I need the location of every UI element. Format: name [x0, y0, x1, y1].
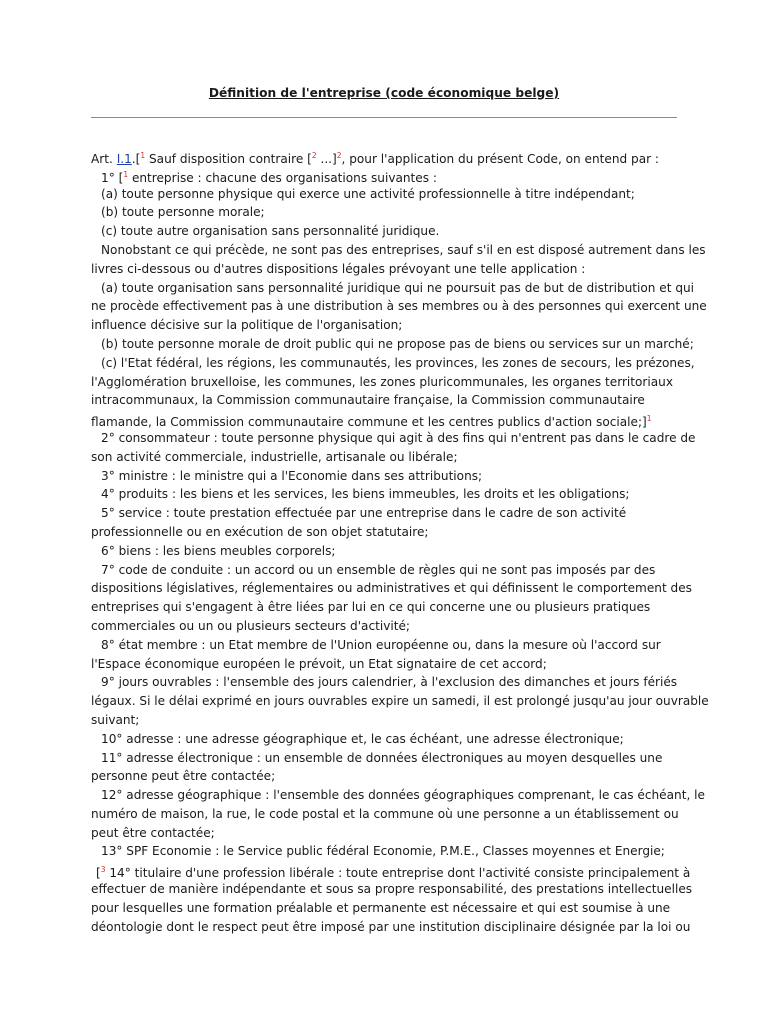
line-text: 8° état membre : un Etat membre de l'Union européenne ou, dans la mesure où l'accord sur	[101, 637, 661, 652]
line-text: 1° [	[101, 170, 124, 185]
document-line	[91, 655, 681, 674]
document-line	[91, 749, 681, 768]
line-text: influence décisive sur la politique de l'organisation;	[91, 318, 403, 333]
document-line	[91, 842, 681, 861]
document-line	[91, 711, 681, 730]
footnote-marker[interactable]: 1	[646, 414, 652, 424]
document-line	[91, 429, 696, 448]
line-text: (b) toute personne morale de droit public qui ne propose pas de biens ou services sur un marché;	[101, 336, 694, 351]
line-text: 12° adresse géographique : l'ensemble des données géographiques comprenant, le cas échéant, le	[101, 788, 705, 803]
line-text: effectuer de manière indépendante et sous sa propre responsabilité, des prestations intellectuelles	[91, 882, 693, 897]
document-line	[91, 579, 692, 598]
line-text: (c) l'Etat fédéral, les régions, les communautés, les provinces, les zones de secours, les prézones,	[101, 355, 695, 370]
bracket-open: .[	[131, 152, 141, 166]
document-title: Définition de l'entreprise (code économique belge)	[208, 86, 560, 100]
footnote-marker[interactable]: 3	[100, 865, 106, 875]
line-text: 9° jours ouvrables : l'ensemble des jours calendrier, à l'exclusion des dimanches et jours fériés	[101, 675, 678, 690]
line-text: [	[96, 866, 101, 881]
document-line	[91, 523, 681, 542]
line-text: 6° biens : les biens meubles corporels;	[101, 543, 336, 558]
document-line	[91, 410, 681, 429]
line-text: Sauf disposition contraire [	[145, 152, 312, 166]
document-line	[91, 805, 681, 824]
document-line	[91, 185, 681, 204]
line-text: 13° SPF Economie : le Service public fédéral Economie, P.M.E., Classes moyennes et Energie;	[101, 844, 665, 859]
document-line	[91, 880, 693, 899]
document-line	[91, 824, 681, 843]
line-text: numéro de maison, la rue, le code postal et la commune où une personne a un établissement ou	[91, 806, 679, 821]
document-line	[91, 166, 681, 185]
line-text: 4° produits : les biens et les services, les biens immeubles, les droits et les obligations;	[101, 487, 630, 502]
line-text: livres ci-dessous ou d'autres dispositions légales prévoyant une telle application :	[91, 261, 586, 276]
line-text: (a) toute personne physique qui exerce une activité professionnelle à titre indépendant;	[101, 186, 635, 201]
line-text: entreprise : chacune des organisations suivantes :	[128, 170, 437, 185]
document-line	[91, 260, 681, 279]
line-text: 5° service : toute prestation effectuée par une entreprise dans le cadre de son activité	[101, 506, 627, 521]
line-text: intracommunaux, la Commission communautaire française, la Commission communautaire	[91, 393, 645, 408]
document-line	[91, 279, 695, 298]
document-line	[91, 673, 681, 692]
document-line	[91, 448, 681, 467]
document-line	[91, 542, 681, 561]
line-text: (b) toute personne morale;	[101, 205, 265, 220]
article-ref-link[interactable]: I.1	[116, 152, 132, 166]
article-prefix: Art.	[91, 152, 117, 166]
line-text: déontologie dont le respect peut être imposé par une institution disciplinaire désignée par la loi ou	[91, 919, 691, 934]
line-text: professionnelle ou en exécution de son objet statutaire;	[91, 524, 429, 539]
line-text: (c) toute autre organisation sans personnalité juridique.	[101, 224, 440, 239]
line-text: ne procède effectivement pas à une distribution à ses membres ou à des personnes qui exercent une	[91, 299, 707, 314]
line-text: son activité commerciale, industrielle, artisanale ou libérale;	[91, 449, 458, 464]
line-text: 14° titulaire d'une profession libérale : toute entreprise dont l'activité consiste principalement à	[105, 866, 691, 881]
line-text: légaux. Si le délai exprimé en jours ouvrables expire un samedi, il est prolongé jusqu'au jour ouvrable	[91, 694, 709, 709]
document-line	[91, 504, 681, 523]
line-text: commerciales ou un ou plusieurs secteurs d'activité;	[91, 618, 410, 633]
line-text: entreprises qui s'engagent à être liées par lui en ce qui concerne une ou plusieurs pratiques	[91, 600, 651, 615]
document-line	[91, 786, 705, 805]
footnote-marker[interactable]: 2	[336, 151, 342, 160]
horizontal-rule	[91, 117, 677, 118]
document-line	[91, 203, 681, 222]
line-text: ...]	[316, 152, 337, 166]
document-line	[91, 316, 681, 335]
document-line	[91, 861, 691, 881]
document-line	[91, 147, 681, 166]
document-line	[91, 297, 707, 316]
document-line	[91, 467, 681, 486]
line-text: 7° code de conduite : un accord ou un ensemble de règles qui ne sont pas imposés par des	[101, 562, 656, 577]
footnote-marker[interactable]: 1	[140, 151, 146, 160]
document-line	[91, 730, 681, 749]
line-text: l'Espace économique européen le prévoit, un Etat signataire de cet accord;	[91, 656, 547, 671]
line-text: 3° ministre : le ministre qui a l'Economie dans ses attributions;	[101, 468, 483, 483]
document-body	[91, 147, 709, 936]
document-line	[91, 561, 681, 580]
line-text: flamande, la Commission communautaire commune et les centres publics d'action sociale;]	[91, 415, 647, 430]
line-text: (a) toute organisation sans personnalité juridique qui ne poursuit pas de but de distribution et qui	[101, 280, 695, 295]
document-line	[91, 767, 681, 786]
document-line	[91, 222, 681, 241]
document-line	[91, 918, 691, 937]
document-line	[91, 485, 681, 504]
document-line	[91, 335, 694, 354]
line-text: peut être contactée;	[91, 825, 215, 840]
document-line	[91, 373, 681, 392]
document-line	[91, 241, 706, 260]
line-text: 10° adresse : une adresse géographique et, le cas échéant, une adresse électronique;	[101, 731, 624, 746]
document-line	[91, 354, 695, 373]
footnote-marker[interactable]: 2	[311, 151, 317, 160]
document-line	[91, 617, 681, 636]
document-line	[91, 899, 681, 918]
line-text: pour lesquelles une formation préalable et permanente est nécessaire et qui est soumise à une	[91, 900, 671, 915]
line-text: , pour l'application du présent Code, on entend par :	[341, 152, 660, 166]
line-text: 2° consommateur : toute personne physique qui agit à des fins qui n'entrent pas dans le cadre de	[101, 430, 696, 445]
line-text: 11° adresse électronique : un ensemble de données électroniques au moyen desquelles une	[101, 750, 663, 765]
document-line	[91, 636, 681, 655]
line-text: suivant;	[91, 712, 140, 727]
document-line	[91, 391, 681, 410]
line-text: dispositions législatives, réglementaires ou administratives et qui définissent le comportement des	[91, 581, 692, 596]
document-line	[91, 598, 681, 617]
footnote-marker[interactable]: 1	[123, 169, 129, 179]
line-text: Nonobstant ce qui précède, ne sont pas des entreprises, sauf s'il en est disposé autrement dans les	[101, 242, 706, 257]
document-line	[91, 692, 709, 711]
line-text: l'Agglomération bruxelloise, les communes, les zones pluricommunales, les organes territoriaux	[91, 374, 673, 389]
line-text: personne peut être contactée;	[91, 769, 276, 784]
